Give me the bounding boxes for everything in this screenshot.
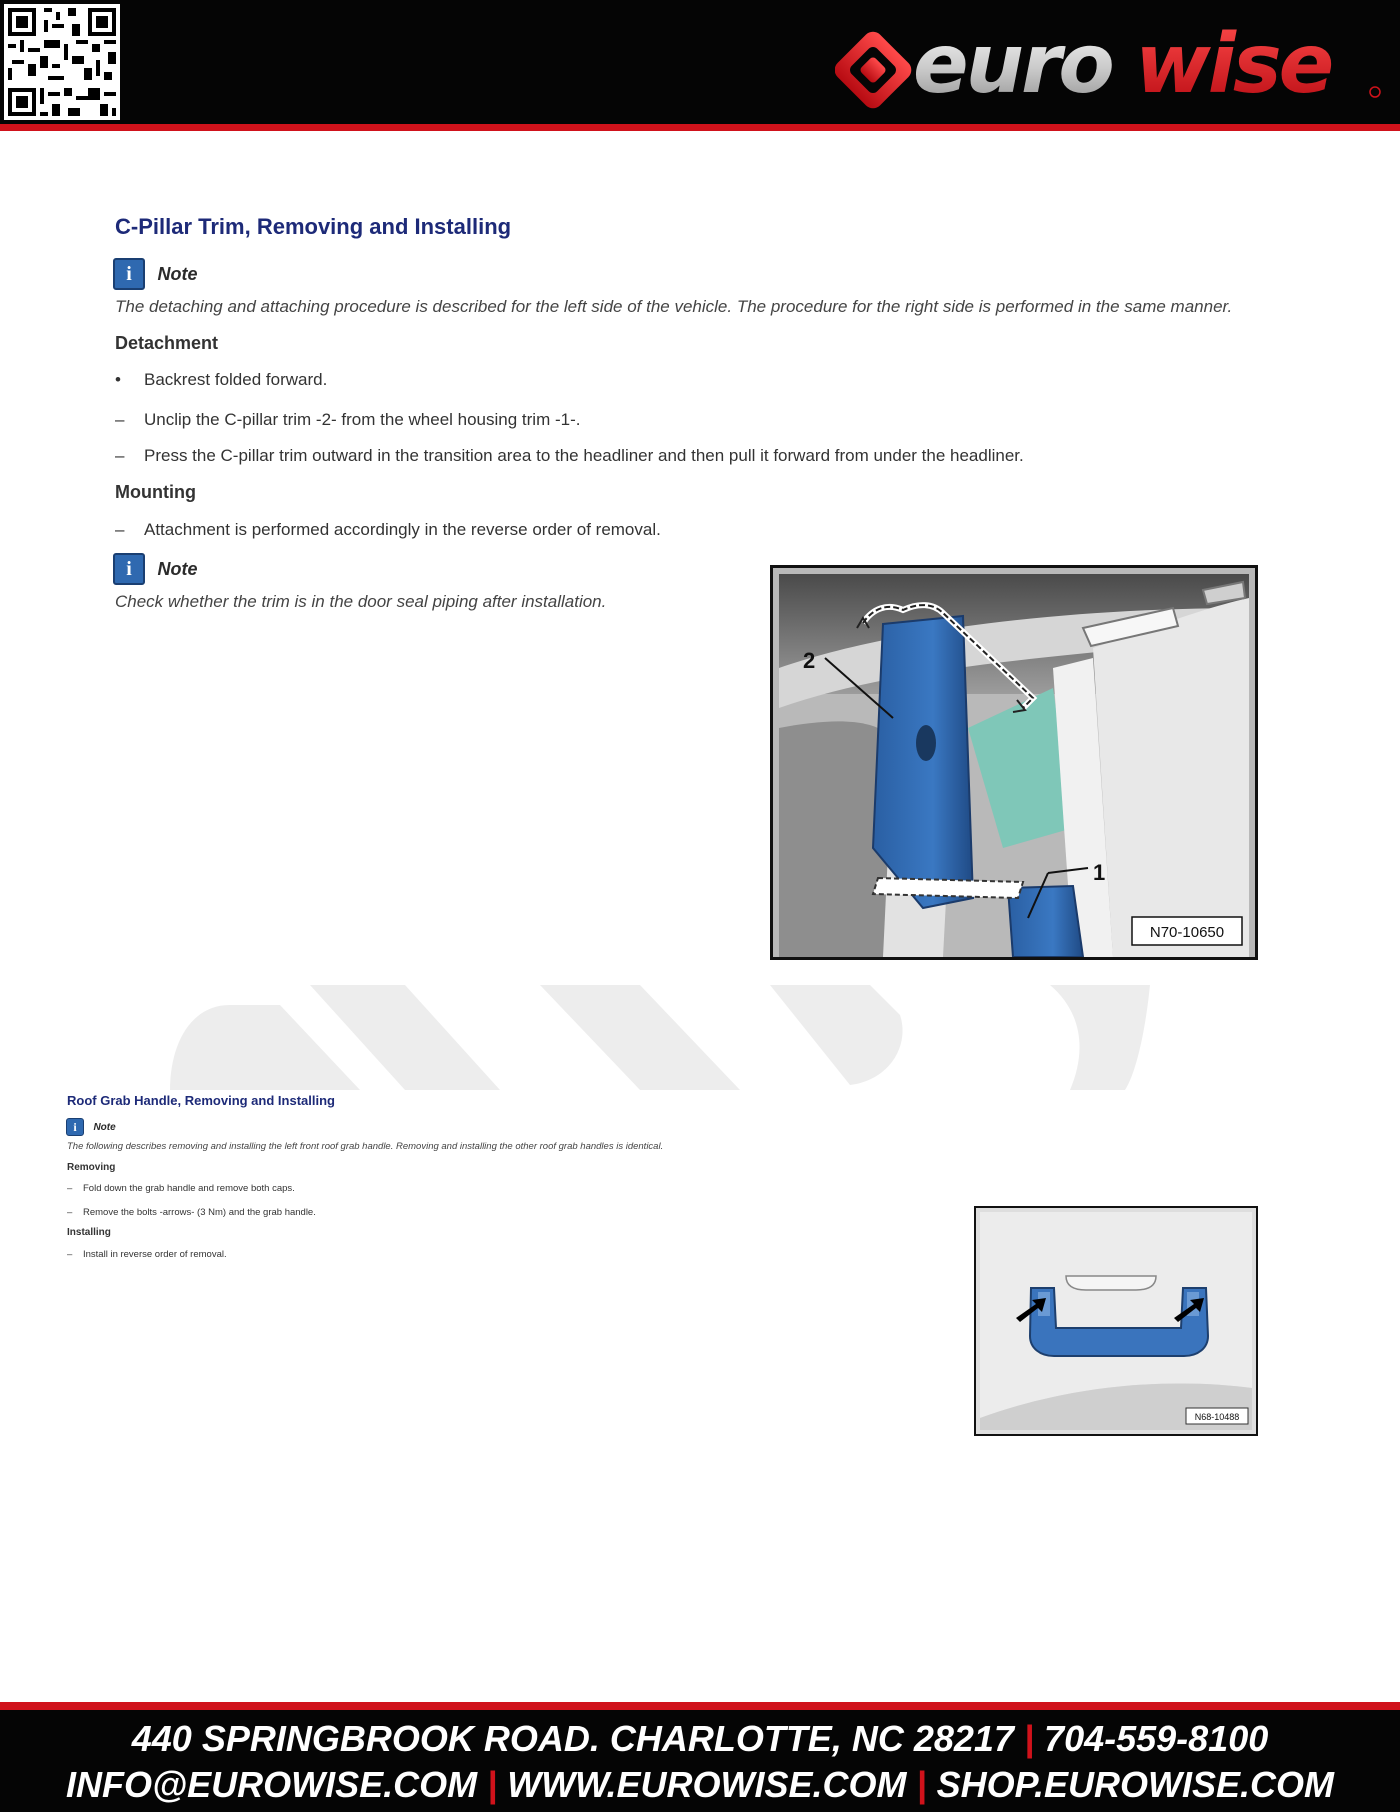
footer-shop[interactable]: SHOP.EUROWISE.COM [936,1764,1334,1805]
footer-bar [0,1710,1400,1812]
list-item-text: Attachment is performed accordingly in the reverse order of removal. [144,520,661,539]
installing-heading: Installing [67,1227,111,1238]
dash-icon: – [115,446,125,465]
list-item [115,370,1215,392]
c-pillar-figure [770,565,1258,960]
list-item [67,1207,667,1221]
note-label: Note [157,263,198,284]
list-item-text: Fold down the grab handle and remove both caps. [83,1183,295,1194]
note-text-1: The detaching and attaching procedure is described for the left side of the vehicle. The procedure for the right side is performed in the same manner. [115,297,1233,316]
list-item-text: Press the C-pillar trim outward in the transition area to the headliner and then pull it forward from under the headliner. [144,446,1024,465]
detachment-heading: Detachment [115,333,219,353]
c-pillar-illustration [773,568,1255,957]
callout-1: 1 [1093,860,1106,885]
footer-red-stripe [0,1702,1400,1710]
list-item [115,410,1215,432]
list-item-text: Backrest folded forward. [144,370,328,389]
logo-mark [835,28,915,113]
footer-website[interactable]: WWW.EUROWISE.COM [507,1764,907,1805]
watermark-graphic [170,985,1150,1090]
list-item [67,1183,667,1197]
note-label: Note [93,1121,116,1133]
note-label: Note [157,558,198,579]
list-item-text: Install in reverse order of removal. [83,1249,227,1260]
figure-code: N70-10650 [1149,924,1225,941]
note-text-3: The following describes removing and installing the left front roof grab handle. Removing and installing the other roof grab handles is identical. [67,1141,664,1152]
note-text-2: Check whether the trim is in the door seal piping after installation. [115,592,607,611]
grab-handle-figure [974,1206,1258,1436]
list-item-text: Remove the bolts -arrows- (3 Nm) and the grab handle. [83,1207,316,1218]
footer-separator: | [1023,1718,1035,1759]
dash-icon: – [67,1183,73,1194]
footer-separator: | [916,1764,927,1805]
info-icon: i [66,1118,84,1136]
note-header-2 [113,553,197,585]
grab-handle-illustration [976,1208,1256,1434]
registered-mark-icon [1370,87,1380,97]
dash-icon: – [115,410,125,429]
section-title-grab-handle: Roof Grab Handle, Removing and Installing [67,1093,335,1108]
section-title-c-pillar: C-Pillar Trim, Removing and Installing [115,214,512,239]
footer-line-1 [0,1718,1400,1760]
note-header-1 [113,258,197,290]
footer-line-2 [0,1764,1400,1806]
footer-address: 440 SPRINGBROOK ROAD. CHARLOTTE, NC 28217 [131,1718,1014,1759]
c-pillar-trim [873,616,973,908]
qr-code [4,4,120,120]
info-icon: i [113,258,145,290]
dash-icon: – [67,1249,73,1260]
mounting-heading: Mounting [115,482,196,502]
footer-separator: | [487,1764,498,1805]
callout-2: 2 [803,648,816,673]
list-item [115,446,1215,468]
logo-wordmark-euro: euro [913,17,1112,112]
list-item [115,520,1215,542]
header-red-stripe [0,124,1400,131]
dash-icon: – [115,520,125,539]
info-icon: i [113,553,145,585]
eurowise-logo [835,12,1385,116]
footer-email[interactable]: INFO@EUROWISE.COM [66,1764,478,1805]
logo-wordmark-wise: wise [1135,17,1332,112]
footer-phone[interactable]: 704-559-8100 [1044,1718,1269,1759]
list-item [67,1249,667,1263]
figure-code: N68-10488 [1194,1412,1240,1422]
dash-icon: – [67,1207,73,1218]
bullet-icon: • [115,370,121,389]
note-header-3 [66,1118,116,1138]
list-item-text: Unclip the C-pillar trim -2- from the wheel housing trim -1-. [144,410,581,429]
removing-heading: Removing [67,1162,116,1173]
